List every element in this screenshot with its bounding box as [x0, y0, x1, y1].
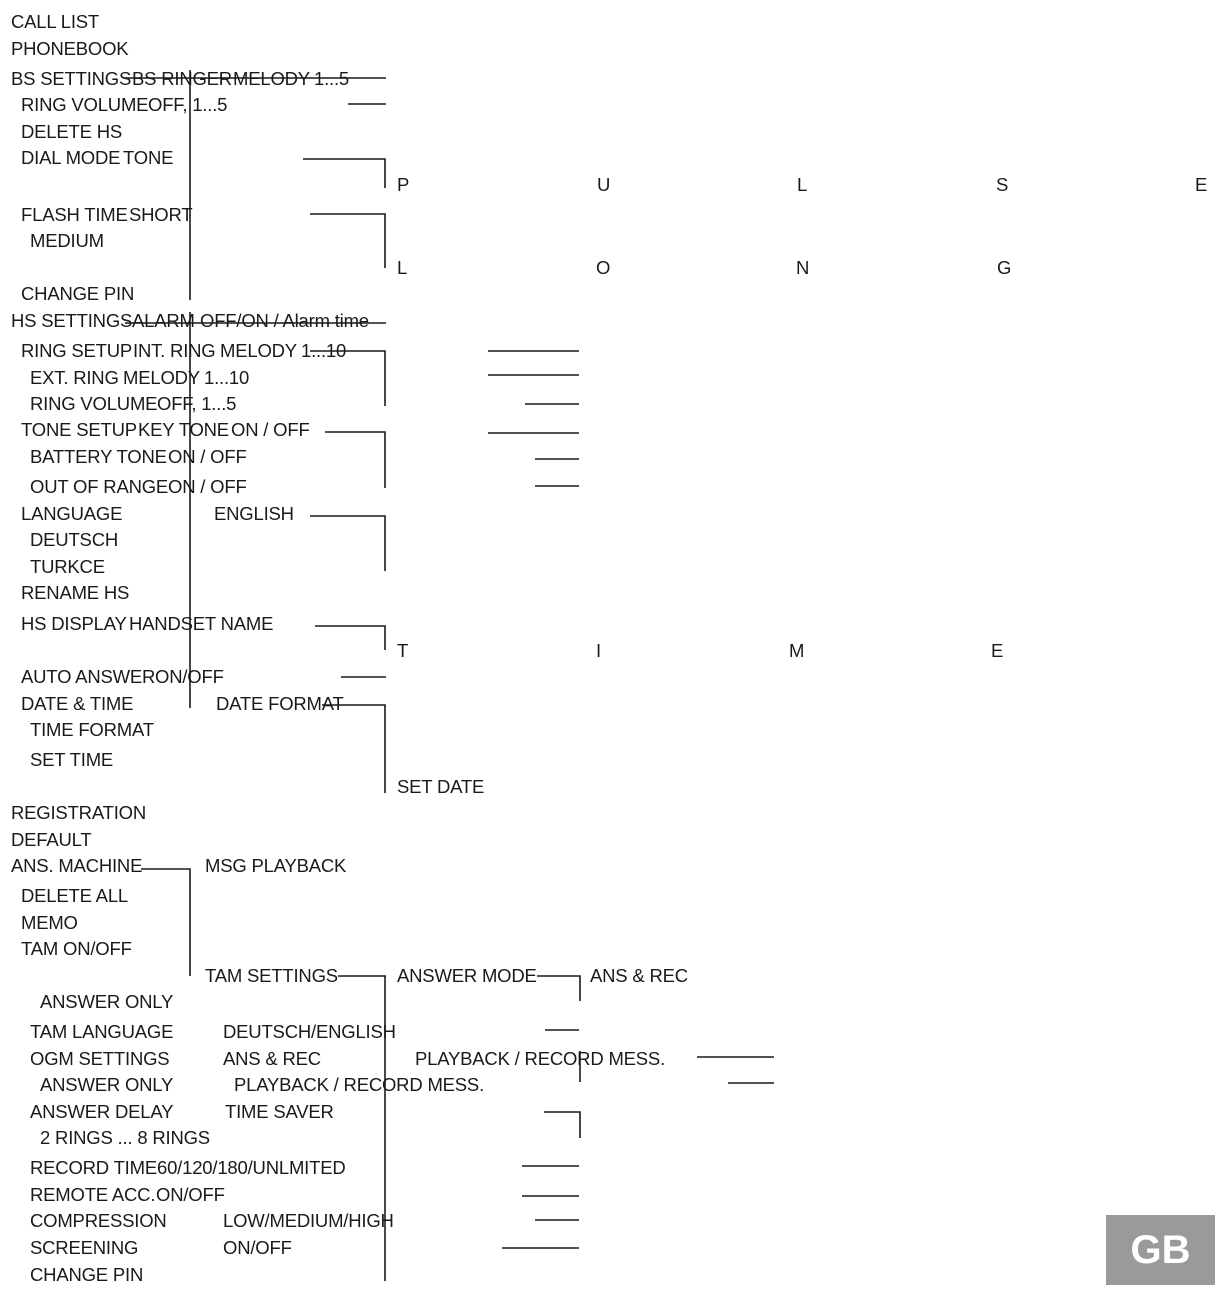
menu-item-bs-settings: BS SETTINGS — [11, 68, 132, 89]
bs-change-pin: CHANGE PIN — [21, 283, 135, 304]
hs-alarm-label: ALARM — [132, 310, 195, 331]
hs-time-format: TIME FORMAT — [30, 719, 154, 740]
long-letter: G — [997, 257, 1012, 278]
hs-ring-setup-label: RING SETUP — [21, 340, 133, 361]
am-tam-on-off: TAM ON/OFF — [21, 938, 132, 959]
pulse-letter: S — [996, 174, 1009, 195]
am-ogm-answer-only-action: PLAYBACK / RECORD MESS. — [234, 1074, 485, 1095]
am-screening-value: ON/OFF — [223, 1237, 292, 1258]
bs-flash-medium: MEDIUM — [30, 230, 104, 251]
am-change-pin: CHANGE PIN — [30, 1264, 144, 1285]
bs-flash-short: SHORT — [129, 204, 193, 225]
bs-ring-volume-range: OFF, 1...5 — [148, 94, 228, 115]
am-memo: MEMO — [21, 912, 78, 933]
hs-display-time — [0, 640, 1215, 662]
hs-int-ring: INT. RING — [133, 340, 216, 361]
am-ans-rec: ANS & REC — [590, 965, 688, 986]
menu-item-registration: REGISTRATION — [11, 802, 146, 823]
hs-out-of-range-label: OUT OF RANGE — [30, 476, 169, 497]
time-letter: E — [991, 640, 1004, 661]
hs-date-time-label: DATE & TIME — [21, 693, 134, 714]
am-ogm-ans-rec: ANS & REC — [223, 1048, 321, 1069]
long-letter: L — [397, 257, 408, 278]
bs-melody-label: MELODY — [233, 68, 310, 89]
am-time-saver: TIME SAVER — [225, 1101, 334, 1122]
hs-display-label: HS DISPLAY — [21, 613, 127, 634]
hs-ring-volume-range: OFF, 1...5 — [157, 393, 237, 414]
am-answer-delay: ANSWER DELAY — [30, 1101, 174, 1122]
hs-ext-melody: MELODY — [123, 367, 200, 388]
bs-ring-volume-label: RING VOLUME — [21, 94, 149, 115]
am-tam-language: TAM LANGUAGE — [30, 1021, 174, 1042]
hs-int-melody: MELODY — [220, 340, 297, 361]
am-remote-acc-value: ON/OFF — [156, 1184, 225, 1205]
hs-ext-ring: EXT. RING — [30, 367, 119, 388]
time-letter: T — [397, 640, 409, 661]
hs-set-time: SET TIME — [30, 749, 114, 770]
hs-rename-hs: RENAME HS — [21, 582, 130, 603]
hs-set-date: SET DATE — [397, 776, 485, 797]
hs-battery-tone-label: BATTERY TONE — [30, 446, 167, 467]
menu-item-phonebook: PHONEBOOK — [11, 38, 129, 59]
pulse-letter: E — [1195, 174, 1208, 195]
bs-dial-mode-tone: TONE — [123, 147, 174, 168]
am-rings-range: 2 RINGS ... 8 RINGS — [40, 1127, 210, 1148]
hs-lang-turkce: TURKCE — [30, 556, 105, 577]
long-letter: N — [796, 257, 810, 278]
hs-int-melody-range: 1...10 — [301, 340, 347, 361]
hs-lang-deutsch: DEUTSCH — [30, 529, 119, 550]
am-compression-value: LOW/MEDIUM/HIGH — [223, 1210, 394, 1231]
am-ogm-answer-only: ANSWER ONLY — [40, 1074, 174, 1095]
time-letter: M — [789, 640, 805, 661]
menu-item-default: DEFAULT — [11, 829, 92, 850]
bs-ringer-label: BS RINGER — [132, 68, 232, 89]
pulse-letter: L — [797, 174, 808, 195]
hs-lang-english: ENGLISH — [214, 503, 294, 524]
bs-dial-mode-pulse — [0, 174, 1215, 196]
am-screening: SCREENING — [30, 1237, 139, 1258]
menu-item-call-list: CALL LIST — [11, 11, 99, 32]
hs-handset-name: HANDSET NAME — [129, 613, 274, 634]
am-answer-mode: ANSWER MODE — [397, 965, 537, 986]
am-answer-only: ANSWER ONLY — [40, 991, 174, 1012]
menu-item-hs-settings: HS SETTINGS — [11, 310, 133, 331]
am-ogm-settings: OGM SETTINGS — [30, 1048, 170, 1069]
pulse-letter: P — [397, 174, 410, 195]
hs-key-tone-value: ON / OFF — [231, 419, 310, 440]
pulse-letter: U — [597, 174, 611, 195]
bs-delete-hs: DELETE HS — [21, 121, 123, 142]
hs-tone-setup-label: TONE SETUP — [21, 419, 137, 440]
bs-flash-long — [0, 257, 1215, 279]
hs-language-label: LANGUAGE — [21, 503, 123, 524]
bs-dial-mode-label: DIAL MODE — [21, 147, 121, 168]
am-tam-settings: TAM SETTINGS — [205, 965, 338, 986]
am-delete-all: DELETE ALL — [21, 885, 129, 906]
hs-ring-volume-label: RING VOLUME — [30, 393, 158, 414]
am-record-time: RECORD TIME — [30, 1157, 157, 1178]
am-msg-playback: MSG PLAYBACK — [205, 855, 347, 876]
hs-out-of-range-value: ON / OFF — [168, 476, 247, 497]
time-letter: I — [596, 640, 602, 661]
language-badge: GB — [1106, 1215, 1215, 1285]
hs-ext-melody-range: 1...10 — [204, 367, 250, 388]
menu-item-ans-machine: ANS. MACHINE — [11, 855, 143, 876]
bs-flash-time-label: FLASH TIME — [21, 204, 128, 225]
am-tam-language-value: DEUTSCH/ENGLISH — [223, 1021, 396, 1042]
am-compression: COMPRESSION — [30, 1210, 167, 1231]
am-remote-acc: REMOTE ACC. — [30, 1184, 156, 1205]
hs-key-tone-label: KEY TONE — [138, 419, 229, 440]
bs-melody-range: 1...5 — [314, 68, 349, 89]
hs-auto-answer-value: ON/OFF — [155, 666, 224, 687]
hs-date-format: DATE FORMAT — [216, 693, 344, 714]
am-ogm-ans-rec-action: PLAYBACK / RECORD MESS. — [415, 1048, 666, 1069]
long-letter: O — [596, 257, 611, 278]
am-record-time-value: 60/120/180/UNLMITED — [157, 1157, 346, 1178]
hs-battery-tone-value: ON / OFF — [168, 446, 247, 467]
hs-auto-answer-label: AUTO ANSWER — [21, 666, 156, 687]
hs-alarm-value: OFF/ON / Alarm time — [200, 310, 369, 331]
